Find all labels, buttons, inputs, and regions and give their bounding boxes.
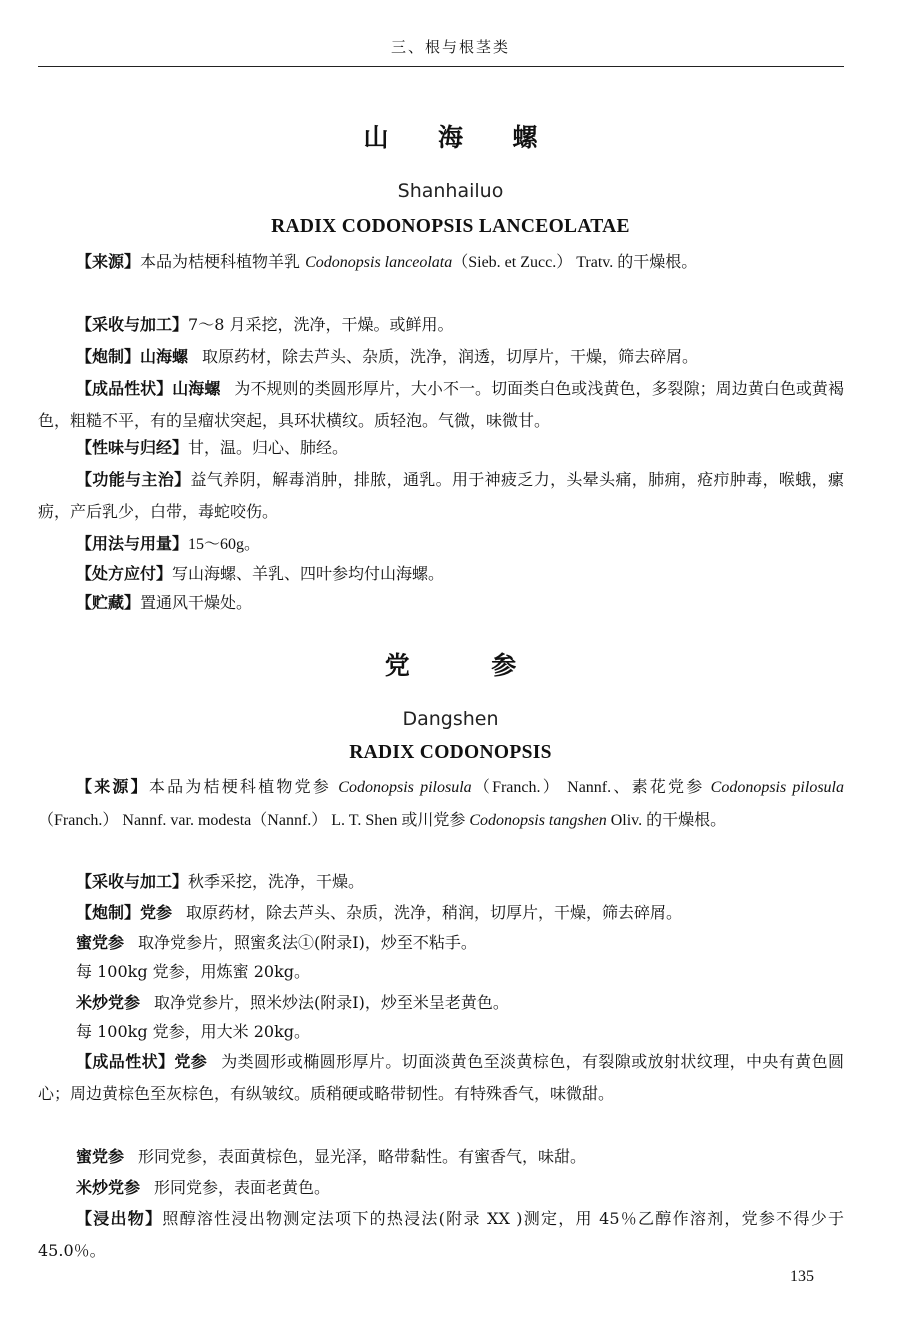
processed-form-name: 米炒党参 <box>76 1178 141 1197</box>
species-name: Codonopsis pilosula <box>710 779 844 796</box>
section-text: 取原药材，除去芦头、杂质，洗净，润透，切厚片，干燥，筛去碎屑。 <box>202 347 699 366</box>
section-text: 形同党参，表面老黄色。 <box>154 1178 331 1197</box>
section-nature <box>38 432 844 464</box>
section-text: 甘，温。归心、肺经。 <box>188 438 349 457</box>
processed-form-name: 蜜党参 <box>76 933 125 952</box>
title-char: 海 <box>437 123 463 152</box>
section-text: 15～60g。 <box>188 536 261 553</box>
section-text: 本品为桔梗科植物羊乳 <box>140 252 306 271</box>
processed-form-name: 山海螺 <box>172 379 221 398</box>
section-label: 【贮藏】 <box>76 593 141 612</box>
section-rice-processing <box>38 987 844 1019</box>
section-text: 取净党参片，照蜜炙法①(附录Ⅰ)，炒至不粘手。 <box>138 933 477 952</box>
section-label: 【浸出物】 <box>76 1209 163 1228</box>
processed-form-name: 米炒党参 <box>76 993 141 1012</box>
section-label: 【处方应付】 <box>76 564 173 583</box>
section-text: 置通风干燥处。 <box>140 593 253 612</box>
section-text: Oliv. 的干燥根。 <box>606 812 727 829</box>
processed-form-name: 山海螺 <box>140 347 189 366</box>
section-source <box>38 246 844 279</box>
section-character <box>38 373 844 437</box>
running-head: 三、根与根茎类 <box>390 38 510 56</box>
section-source <box>38 771 844 837</box>
section-label: 【性味与归经】 <box>76 438 189 457</box>
section-text: 为类圆形或椭圆形厚片。切面淡黄色至淡黄棕色，有裂隙或放射状纹理，中央有黄色圆心；周边黄棕色至灰棕色，有纵皱纹。质稍硬或略带韧性。有特殊香气，味微甜。 <box>38 1052 844 1103</box>
entry-title-shanhailuo <box>0 118 901 154</box>
section-dosage <box>38 528 844 561</box>
section-text: （Sieb. et Zucc.） Tratv. 的干燥根。 <box>452 254 698 271</box>
section-label: 【炮制】 <box>76 347 141 366</box>
species-name: Codonopsis lanceolata <box>305 254 453 271</box>
title-char: 参 <box>491 651 517 680</box>
section-prescription <box>38 558 844 590</box>
section-function <box>38 464 844 528</box>
section-text: 为不规则的类圆形厚片，大小不一。切面类白色或浅黄色，多裂隙；周边黄白色或黄褐色，粗糙不平，有的呈瘤状突起，具环状横纹。质轻泡。气微，味微甘。 <box>38 379 844 430</box>
page-number: 135 <box>790 1268 814 1285</box>
section-rice-note <box>38 1016 844 1048</box>
entry-pinyin: Dangshen <box>402 708 499 730</box>
section-label: 【功能与主治】 <box>76 470 191 489</box>
section-honey-character <box>38 1141 844 1173</box>
processed-form-name: 党参 <box>140 903 173 922</box>
section-text: 本品为桔梗科植物党参 <box>148 777 339 796</box>
section-storage <box>38 587 844 619</box>
section-extract <box>38 1203 844 1267</box>
section-label: 【采收与加工】 <box>76 872 189 891</box>
processed-form-name: 党参 <box>174 1052 208 1071</box>
species-name: Codonopsis pilosula <box>338 779 472 796</box>
section-honey-processing <box>38 927 844 959</box>
section-honey-note <box>38 956 844 988</box>
entry-title-dangshen <box>0 646 901 682</box>
section-label: 【来源】 <box>76 252 141 271</box>
section-text: 照醇溶性浸出物测定法项下的热浸法(附录 XX )测定，用 45％乙醇作溶剂，党参不得少于 45.0％。 <box>38 1209 844 1260</box>
section-text: 7～8 月采挖，洗净，干燥。或鲜用。 <box>188 315 454 334</box>
section-text: （Franch.） Nannf.、素花党参 <box>471 779 711 796</box>
section-text: 写山海螺、羊乳、四叶参均付山海螺。 <box>172 564 445 583</box>
title-char: 螺 <box>512 123 538 152</box>
section-text: 秋季采挖，洗净，干燥。 <box>188 872 365 891</box>
section-text: （Franch.） Nannf. var. modesta（Nannf.） L. T. Shen 或川党参 <box>38 812 470 829</box>
section-processing <box>38 897 844 929</box>
section-processing <box>38 341 844 373</box>
entry-latin-name: RADIX CODONOPSIS LANCEOLATAE <box>271 216 630 237</box>
section-label: 【成品性状】 <box>76 1052 175 1071</box>
section-character <box>38 1046 844 1110</box>
species-name: Codonopsis tangshen <box>469 812 607 829</box>
section-harvest <box>38 309 844 341</box>
entry-latin-name: RADIX CODONOPSIS <box>349 742 552 763</box>
section-text: 取原药材，除去芦头、杂质，洗净，稍润，切厚片，干燥，筛去碎屑。 <box>186 903 683 922</box>
title-char: 山 <box>363 123 389 152</box>
section-text: 每 100kg 党参，用大米 20kg。 <box>76 1022 311 1041</box>
section-text: 益气养阴，解毒消肿，排脓，通乳。用于神疲乏力，头晕头痛，肺痈，疮疖肿毒，喉蛾，瘰疬，产后乳少，白带，毒蛇咬伤。 <box>38 470 844 521</box>
section-rice-character <box>38 1172 844 1204</box>
processed-form-name: 蜜党参 <box>76 1147 125 1166</box>
header-rule <box>38 66 844 67</box>
section-text: 每 100kg 党参，用炼蜜 20kg。 <box>76 962 311 981</box>
section-label: 【炮制】 <box>76 903 141 922</box>
entry-pinyin: Shanhailuo <box>397 180 504 202</box>
section-label: 【采收与加工】 <box>76 315 189 334</box>
section-text: 形同党参，表面黄棕色，显光泽，略带黏性。有蜜香气，味甜。 <box>138 1147 587 1166</box>
section-label: 【成品性状】 <box>76 379 173 398</box>
section-label: 【用法与用量】 <box>76 534 189 553</box>
section-harvest <box>38 866 844 898</box>
section-text: 取净党参片，照米炒法(附录Ⅰ)，炒至米呈老黄色。 <box>154 993 509 1012</box>
title-char: 党 <box>384 651 410 680</box>
section-label: 【来源】 <box>76 777 149 796</box>
